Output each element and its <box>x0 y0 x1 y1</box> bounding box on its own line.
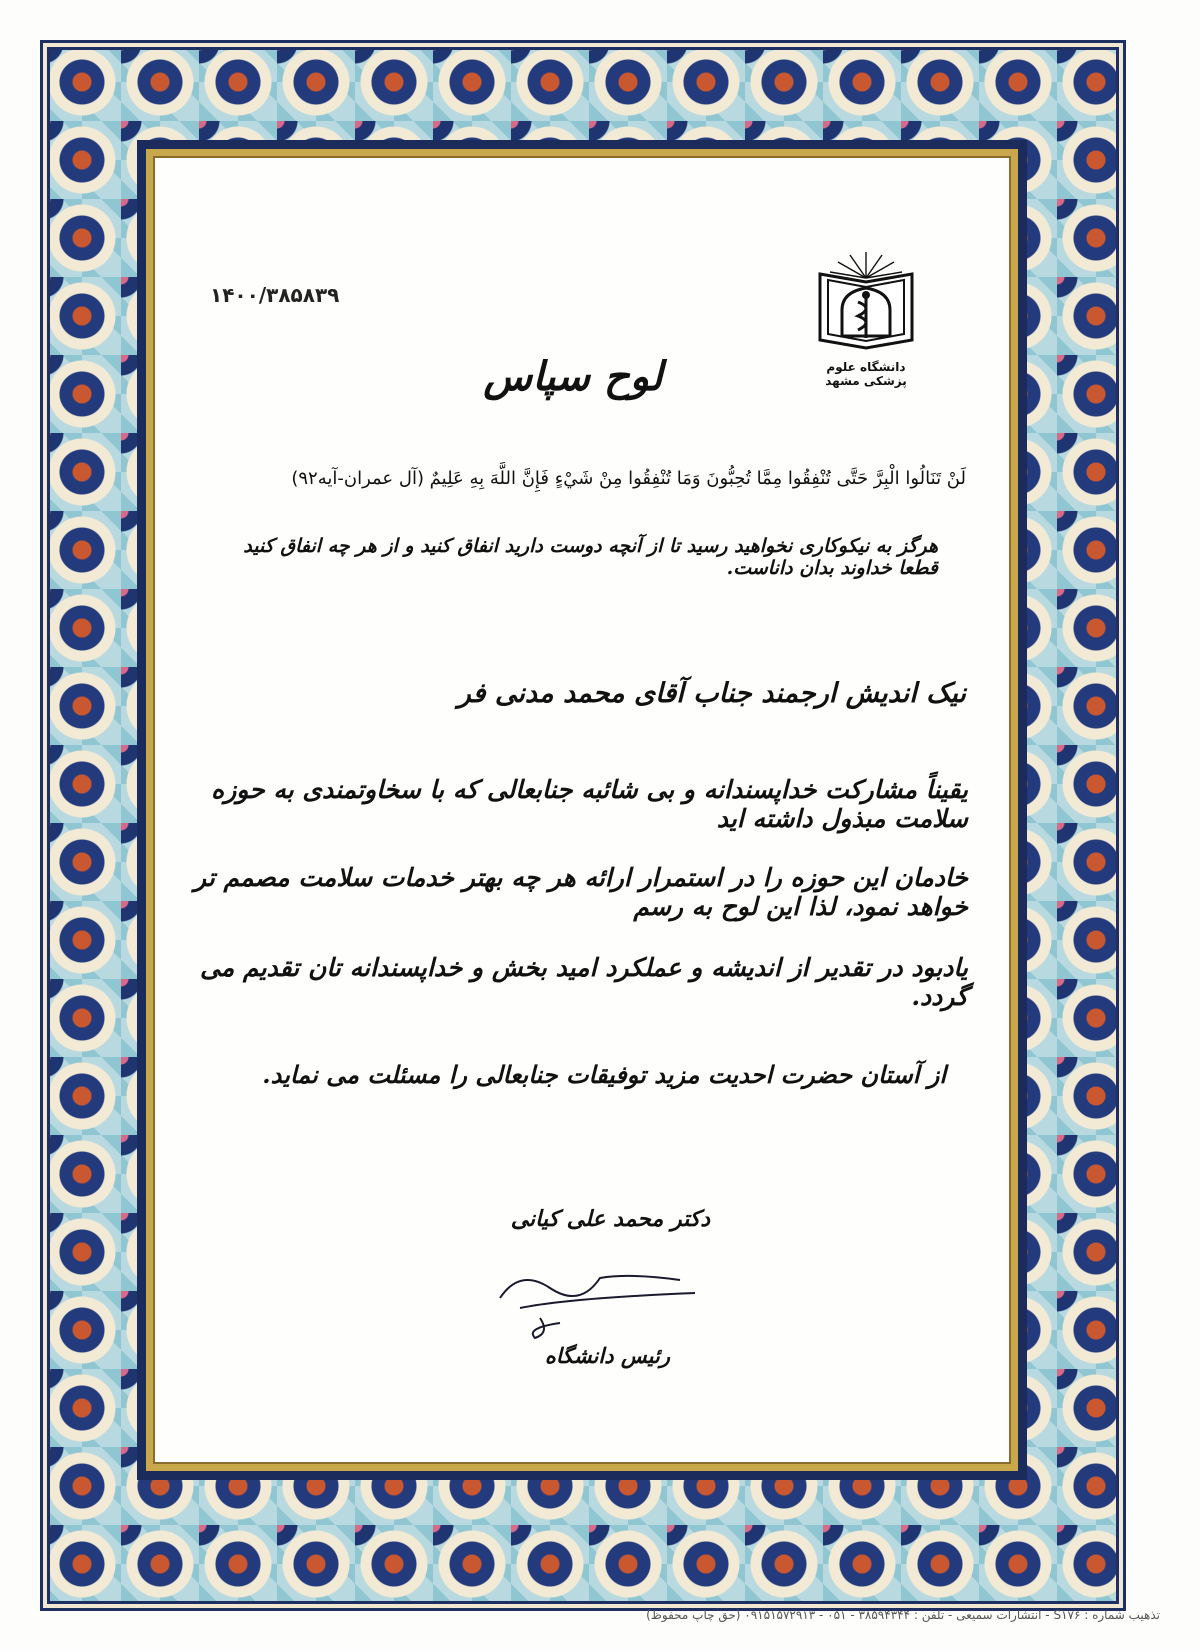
body-text-line-3: یادبود در تقدیر از اندیشه و عملکرد امید بخش و خداپسندانه تان تقدیم می گردد. <box>200 953 968 1011</box>
verse-translation: هرگز به نیکوکاری نخواهید رسید تا از آنچه دوست دارید انفاق کنید و از هر چه انفاق کنید قطعا خداوند بدان داناست. <box>243 535 938 579</box>
logo-caption: دانشگاه علوم پزشکی مشهد <box>825 360 907 388</box>
body-text-line-2: خادمان این حوزه را در استمرار ارائه هر چه بهتر خدمات سلامت مصمم تر خواهد نمود، لذا این لوح به رسم <box>194 863 968 921</box>
university-emblem-icon <box>806 248 926 366</box>
quran-verse: لَنْ تَنَالُوا الْبِرَّ حَتَّى تُنْفِقُوا مِمَّا تُحِبُّونَ وَمَا تُنْفِقُوا مِنْ شَيْءٍ فَإِنَّ اللَّهَ بِهِ عَلِيمٌ (آل عمران-آیه۹۲) <box>291 468 966 489</box>
certificate-title: لوح سپاس <box>483 353 663 400</box>
body-text-line-1: یقیناً مشارکت خداپسندانه و بی شائبه جنابعالی که با سخاوتمندی به حوزه سلامت مبذول داشته اید <box>211 775 968 833</box>
signatory-title: رئیس دانشگاه <box>544 1343 670 1368</box>
handwritten-signature <box>480 1238 710 1348</box>
certificate-content <box>160 163 986 1443</box>
addressee-line: نیک اندیش ارجمند جناب آقای محمد مدنی فر <box>457 678 966 709</box>
signature-block <box>480 1198 710 1398</box>
print-footer: تذهیب شماره : S۱۷۶ - انتشارات سمیعی - تلفن : ۳۸۵۹۴۳۴۴ - ۰۵۱ - ۰۹۱۵۱۵۷۲۹۱۳ (حق چاپ محفوظ) <box>646 1608 1160 1622</box>
reference-number: ۱۴۰۰/۳۸۵۸۳۹ <box>210 283 340 307</box>
signatory-name: دکتر محمد علی کیانی <box>510 1206 710 1232</box>
closing-prayer: از آستان حضرت احدیت مزید توفیقات جنابعالی را مسئلت می نماید. <box>262 1060 946 1089</box>
